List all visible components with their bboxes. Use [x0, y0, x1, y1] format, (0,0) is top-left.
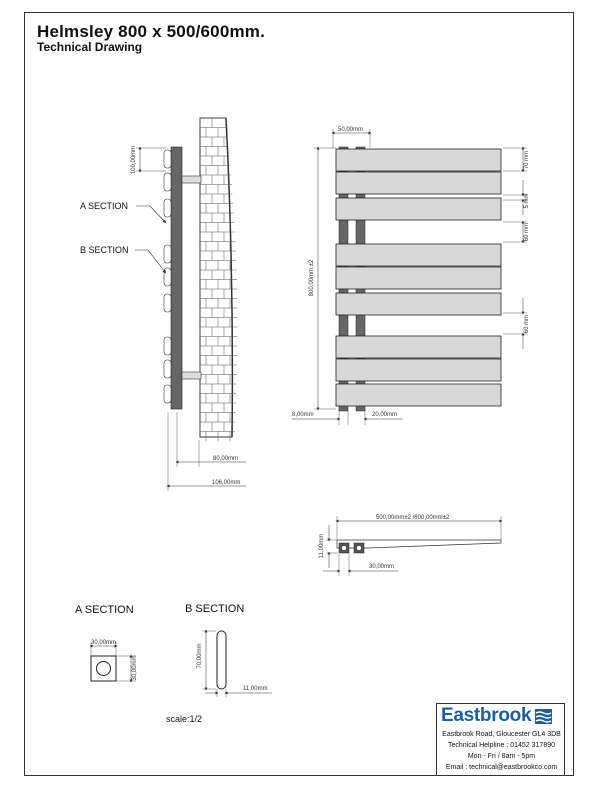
dim-front-bottom: [292, 410, 403, 425]
front-blade: [336, 384, 501, 406]
wall-section: [200, 118, 238, 441]
plan-view: [319, 515, 501, 576]
drawing-title: Helmsley 800 x 500/600mm.: [37, 22, 266, 41]
dim-b-height-label: 70,00mm: [197, 643, 203, 669]
dim-plan-width-label: 500,00mm±2 /600,00mm±2: [376, 515, 450, 521]
front-blades: [336, 149, 501, 406]
side-view: [80, 118, 246, 491]
dim-side-pitch: [131, 146, 166, 174]
waves-icon: [535, 709, 552, 724]
company-logo: [441, 706, 552, 726]
dim-b-width-label: 11,00mm: [243, 686, 268, 692]
side-blade-tab: [164, 268, 171, 286]
dim-side-total-label: 106,00mm: [212, 480, 241, 486]
dim-front-top-label: 50,00mm: [338, 127, 364, 133]
wall-bracket-top: [181, 176, 201, 183]
label-b-section: B SECTION: [185, 603, 245, 615]
dim-side-projection-label: 80,00mm: [213, 456, 239, 462]
company-helpline: Technical Helpline : 01452 317890: [447, 742, 556, 749]
dim-gap-60b-label: 60 mm: [524, 314, 530, 334]
company-hours: Mon - Fri / 8am - 5pm: [467, 753, 536, 760]
front-blade: [336, 293, 501, 315]
dim-front-bottom-left-label: 8,00mm: [292, 412, 314, 418]
side-blade-tab: [164, 294, 171, 312]
side-blade-tab: [164, 385, 171, 403]
front-blade: [336, 336, 501, 358]
front-blade: [336, 267, 501, 289]
scale-note: scale:1/2: [166, 714, 203, 724]
label-b-section-side: B SECTION: [80, 245, 129, 255]
side-blade-tab: [164, 150, 171, 168]
dim-plan-depth-label: 11,00mm: [319, 533, 325, 559]
front-blade: [336, 244, 501, 266]
dim-a-width-label: 30,00mm: [91, 640, 117, 646]
dim-gap-70-label: 70 mm: [524, 150, 530, 170]
side-blade-tab: [164, 173, 171, 191]
dim-plan-offset-label: 30,00mm: [369, 564, 395, 570]
side-blade-tabs: [164, 150, 171, 403]
dim-front-gaps: [503, 148, 530, 349]
side-vertical-rail: [171, 147, 182, 409]
dim-front-top: [333, 127, 370, 148]
dim-gap-60a-label: 60 mm: [524, 222, 530, 242]
side-blade-tab: [164, 360, 171, 378]
dim-side-pitch-label: 100,00mm: [131, 145, 137, 175]
dim-a-height-label: 30,00mm: [132, 655, 138, 681]
drawing-subtitle: Technical Drawing: [37, 40, 143, 54]
side-blade-tab: [164, 337, 171, 355]
company-name: Eastbrook: [441, 705, 532, 726]
company-email: Email : technical@eastbrookco.com: [445, 764, 558, 771]
wall-bracket-bottom: [181, 372, 201, 379]
label-a-section-side: A SECTION: [80, 201, 129, 211]
b-section-detail: [185, 603, 272, 697]
front-blade: [336, 198, 501, 220]
front-view: [292, 127, 530, 425]
dim-front-bottom-right-label: 20,00mm: [372, 412, 398, 418]
b-section-blade: [217, 631, 226, 689]
a-section-detail: [75, 604, 138, 681]
dim-front-height: [309, 148, 336, 409]
front-blade: [336, 172, 501, 194]
dim-front-height-label: 800,00mm ±2: [309, 259, 315, 297]
dim-gap-5-label: 5 mm: [524, 193, 530, 209]
company-address: Eastbrook Road, Gloucester GL4 3DB: [442, 731, 561, 738]
label-a-section: A SECTION: [75, 604, 134, 616]
side-blade-tab: [164, 245, 171, 263]
front-blade: [336, 359, 501, 381]
front-blade: [336, 149, 501, 171]
side-blade-tab: [164, 199, 171, 217]
company-info-box: [436, 703, 565, 776]
